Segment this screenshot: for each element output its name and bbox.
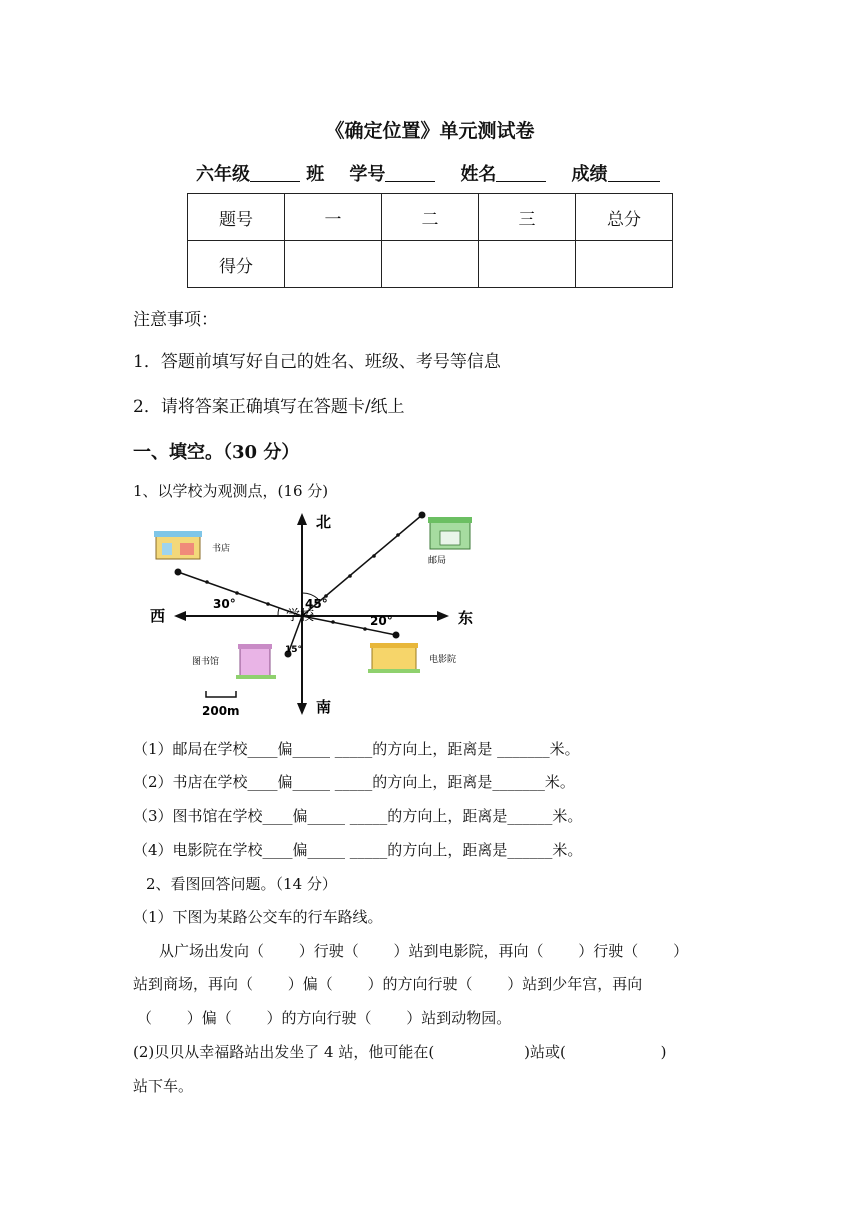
fill-question: （1）邮局在学校____偏_____ _____的方向上，距离是 _______米。: [133, 740, 580, 758]
notice-title: 注意事项：: [133, 310, 218, 330]
score-table: [187, 193, 673, 288]
score-label: 成绩: [571, 164, 608, 185]
score-cell[interactable]: [576, 241, 673, 288]
map-mark: [348, 574, 352, 578]
map-mark: [372, 647, 416, 671]
page-title: 《确定位置》单元测试卷: [325, 120, 535, 142]
north-label: 北: [316, 513, 332, 531]
angle-label: 30°: [213, 597, 236, 611]
table-cell: 一: [285, 194, 382, 241]
post-office-label: 邮局: [428, 556, 447, 566]
score-table-header-row: [188, 194, 673, 241]
map-mark: [372, 554, 376, 558]
map-mark: [238, 644, 272, 649]
bookstore-label: 书店: [212, 544, 231, 554]
map-mark: [363, 627, 367, 631]
scale-label: 200m: [202, 704, 240, 718]
map-mark: [396, 533, 400, 537]
map-mark: [393, 632, 400, 639]
north-arrow-icon: [297, 513, 307, 525]
map-mark: [154, 531, 202, 537]
east-arrow-icon: [437, 611, 449, 621]
library-label: 图书馆: [192, 657, 220, 667]
score-cell[interactable]: [382, 241, 479, 288]
map-mark: [162, 543, 172, 555]
question-2-paragraph: （ ）偏（ ）的方向行驶（ ）站到动物园。: [137, 1009, 512, 1027]
map-mark: [440, 531, 460, 545]
west-arrow-icon: [174, 611, 186, 621]
south-label: 南: [316, 698, 332, 716]
map-mark: [266, 602, 270, 606]
fill-question: （4）电影院在学校____偏_____ _____的方向上，距离是______米。: [133, 841, 583, 859]
question-2-paragraph: 站到商场，再向（ ）偏（ ）的方向行驶（ ）站到少年宫，再向: [133, 975, 643, 993]
map-mark: [235, 591, 239, 595]
score-table-score-row: [188, 241, 673, 288]
id-blank[interactable]: [385, 163, 435, 182]
map-mark: [180, 543, 194, 555]
notice-item: 1．答题前填写好自己的姓名、班级、考号等信息: [133, 352, 501, 372]
question-2-paragraph: 从广场出发向（ ）行驶（ ）站到电影院，再向（ ）行驶（ ）: [159, 942, 689, 960]
cinema-label: 电影院: [429, 655, 457, 665]
table-cell: 得分: [188, 241, 285, 288]
angle-label: 15°: [285, 645, 303, 655]
school-label: 学校: [286, 608, 314, 624]
question-2-2: (2)贝贝从幸福路站出发坐了 4 站，他可能在( )站或( ): [133, 1043, 667, 1061]
name-blank[interactable]: [496, 163, 546, 182]
map-mark: [331, 620, 335, 624]
post-office-icon: [428, 517, 472, 549]
bookstore-icon: [154, 531, 202, 559]
map-mark: [419, 512, 426, 519]
map-mark: [428, 517, 472, 523]
cinema-icon: [368, 643, 420, 673]
score-cell[interactable]: [285, 241, 382, 288]
score-cell[interactable]: [479, 241, 576, 288]
map-mark: [278, 608, 279, 616]
east-label: 东: [458, 609, 474, 627]
name-label: 姓名: [460, 164, 497, 185]
map-mark: [205, 580, 209, 584]
library-icon: [236, 644, 276, 679]
class-label: 班: [306, 164, 325, 185]
map-mark: [368, 669, 420, 673]
grade-label: 六年级: [196, 164, 250, 185]
table-cell: 二: [382, 194, 479, 241]
fill-question: （3）图书馆在学校____偏_____ _____的方向上，距离是______米。: [133, 807, 583, 825]
class-blank[interactable]: [250, 163, 300, 182]
map-mark: [370, 643, 418, 648]
map-mark: [240, 648, 270, 676]
south-arrow-icon: [297, 703, 307, 715]
scale-bar: [206, 691, 236, 697]
id-label: 学号: [349, 164, 386, 185]
question-1-title: 1、以学校为观测点，(16 分): [133, 482, 329, 500]
angle-label: 20°: [370, 614, 393, 628]
bookstore-line: [178, 572, 302, 616]
student-info-line: [196, 160, 660, 186]
question-2-2: 站下车。: [133, 1077, 194, 1095]
table-cell: 总分: [576, 194, 673, 241]
section-heading: 一、填空。（30 分）: [133, 442, 300, 463]
notice-item: 2．请将答案正确填写在答题卡/纸上: [133, 397, 405, 417]
table-cell: 题号: [188, 194, 285, 241]
west-label: 西: [150, 607, 166, 625]
fill-question: （2）书店在学校____偏_____ _____的方向上，距离是_______米。: [133, 773, 575, 791]
map-mark: [236, 675, 276, 679]
angle-label: 45°: [305, 597, 328, 611]
question-2-1: （1）下图为某路公交车的行车路线。: [133, 908, 383, 926]
direction-map: [140, 505, 500, 720]
score-blank[interactable]: [608, 163, 660, 182]
question-2-title: 2、看图回答问题。（14 分）: [146, 875, 337, 893]
map-mark: [175, 569, 182, 576]
table-cell: 三: [479, 194, 576, 241]
